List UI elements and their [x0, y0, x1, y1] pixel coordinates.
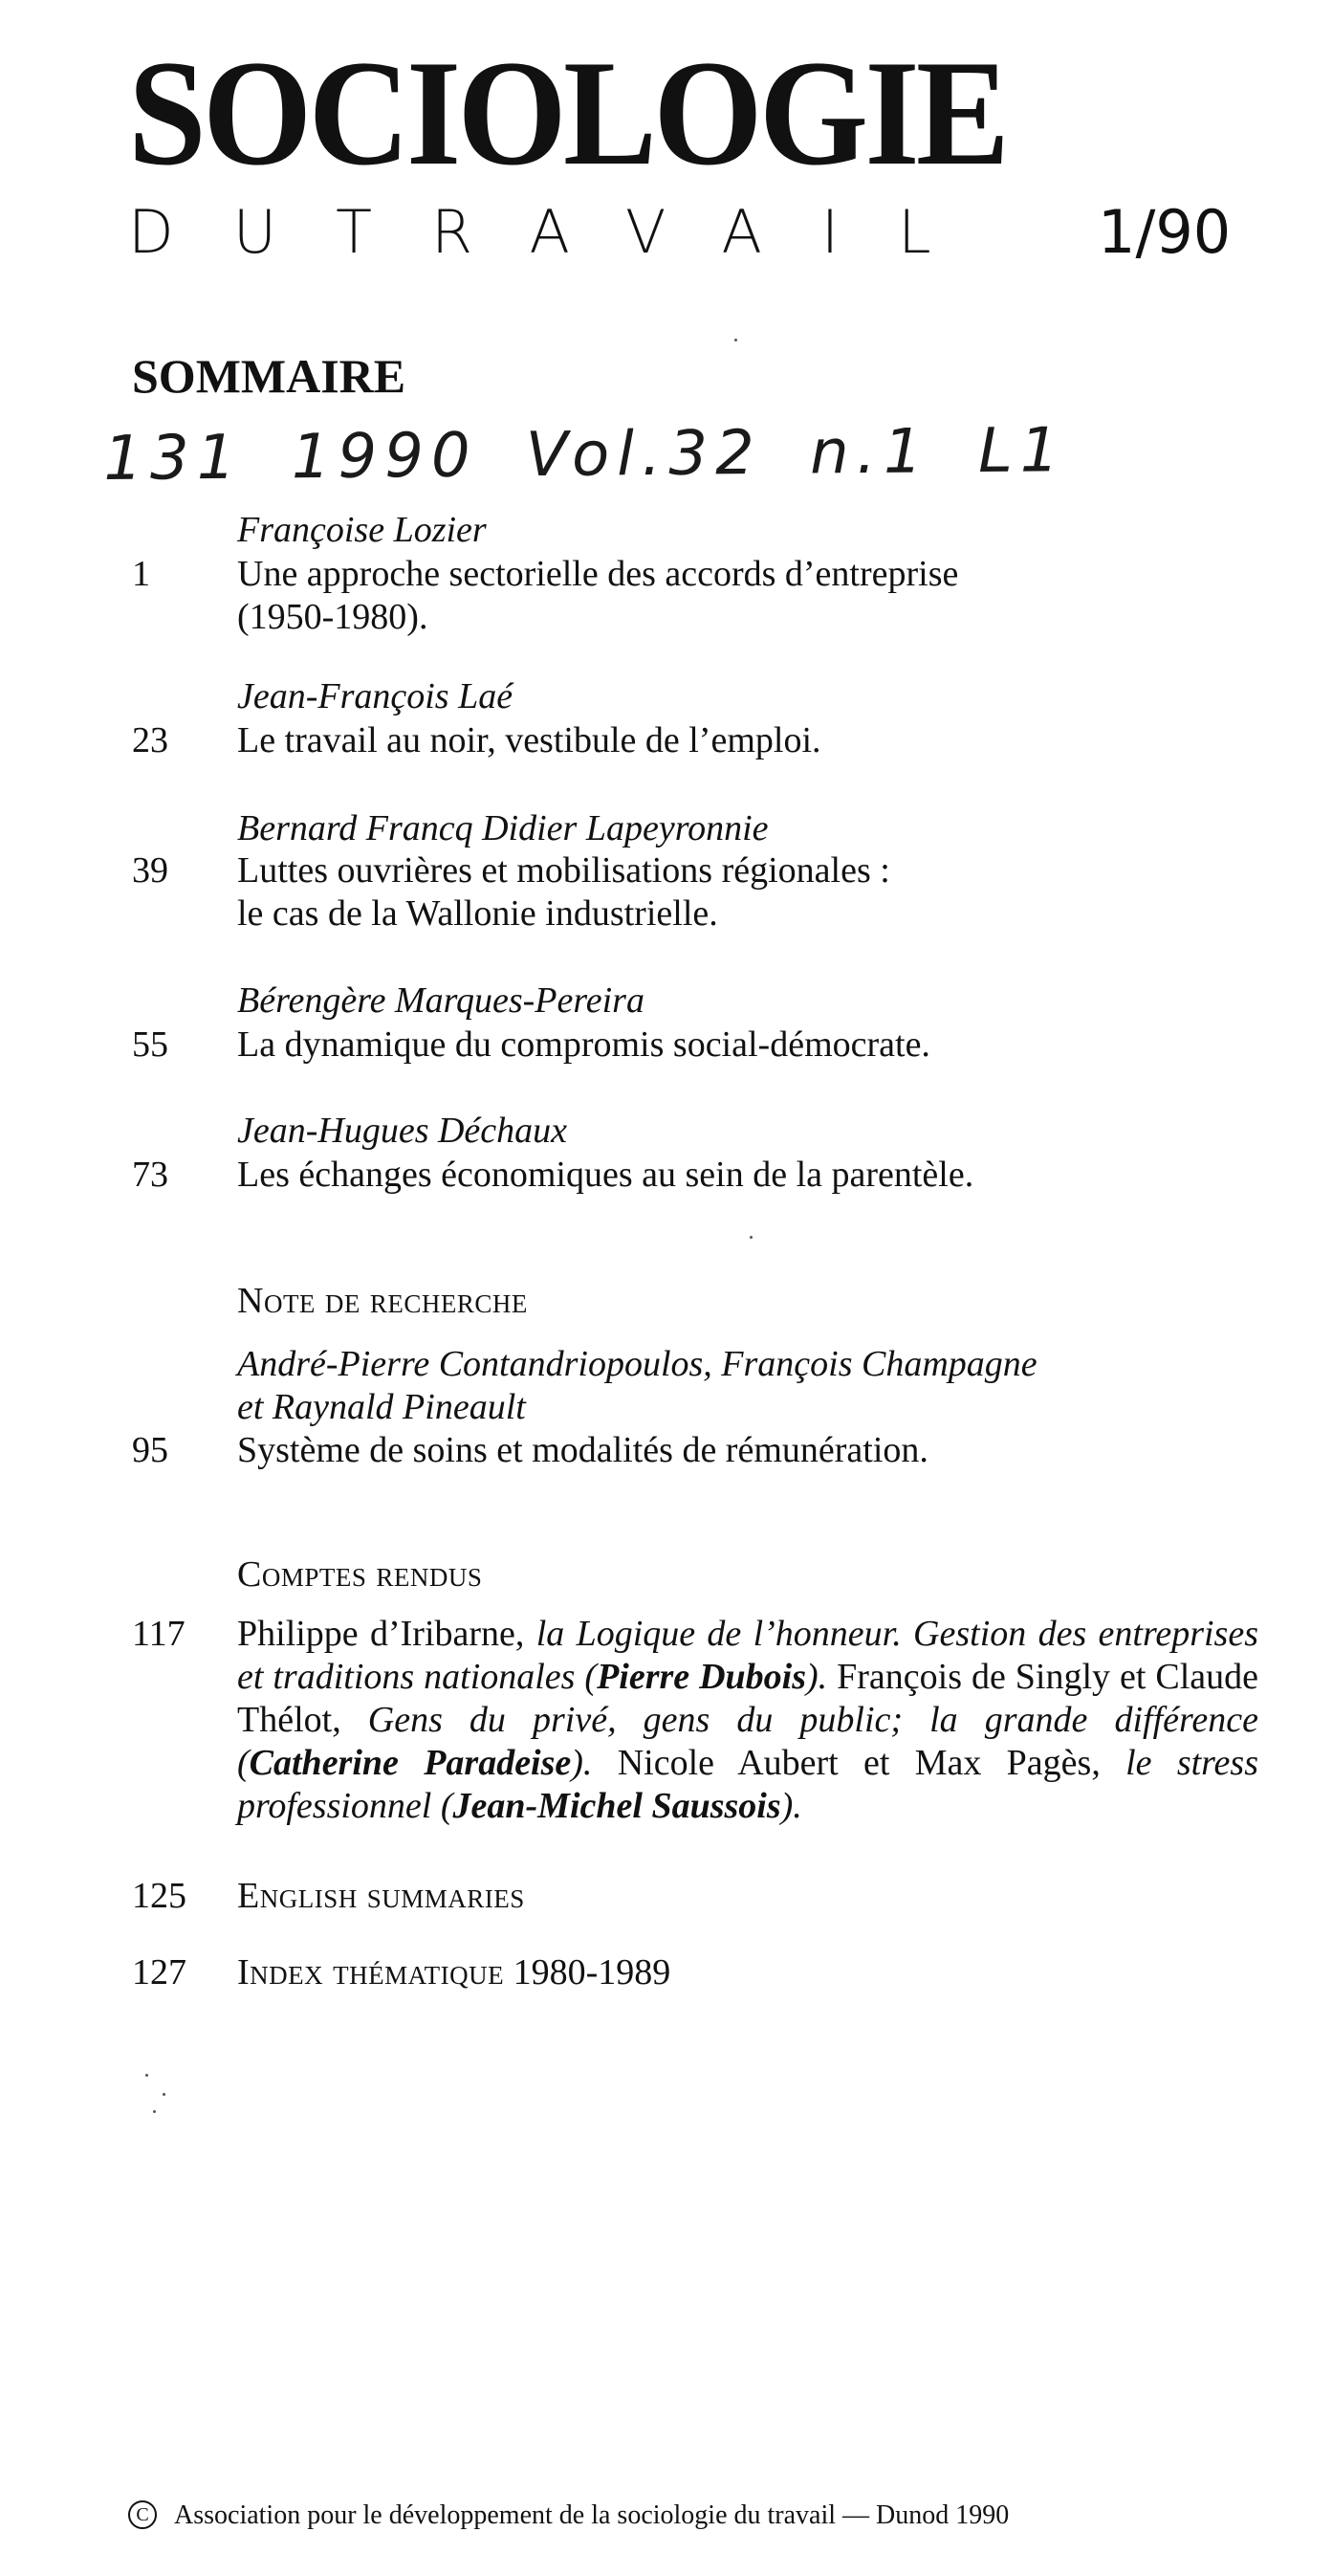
reviews-paragraph: [237, 1613, 1258, 1828]
scan-speck: [163, 2093, 165, 2096]
handwritten-annotation: 131 1990 Vol.32 n.1 L1: [102, 415, 1067, 495]
article-title: Système de soins et modalités de rémunération.: [237, 1430, 928, 1470]
article-page-number: 73: [132, 1155, 168, 1195]
english-summaries-page-number: 125: [132, 1876, 186, 1916]
english-summaries-label: English summaries: [237, 1876, 525, 1916]
index-years: 1980-1989: [513, 1952, 671, 1993]
copyright-icon: C: [128, 2500, 157, 2529]
article-page-number: 55: [132, 1024, 168, 1065]
review-segment: Nicole Aubert et Max Pagès,: [592, 1743, 1126, 1783]
scan-speck: [750, 1236, 753, 1239]
copyright-footer: [128, 2502, 1009, 2532]
review-segment: ).: [571, 1743, 593, 1783]
article-title: Les échanges économiques au sein de la parentèle.: [237, 1155, 974, 1195]
review-segment: la Logique de l’honneur. Gestion des entreprises et traditions nationales (: [237, 1614, 1258, 1697]
review-segment: Catherine Paradeise: [249, 1743, 572, 1783]
article-author: Jean-François Laé: [237, 676, 513, 716]
index-label: Index thématique: [237, 1952, 505, 1993]
scan-speck: [734, 339, 737, 341]
index-page-number: 127: [132, 1952, 186, 1993]
journal-title: SOCIOLOGIE: [128, 30, 1007, 197]
article-title: Le travail au noir, vestibule de l’emploi.: [237, 720, 821, 760]
review-segment: Philippe d’Iribarne,: [237, 1614, 536, 1654]
scan-speck: [145, 2074, 148, 2077]
article-author: Jean-Hugues Déchaux: [237, 1111, 568, 1151]
article-title: le cas de la Wallonie industrielle.: [237, 893, 718, 934]
journal-subtitle: DUTRAVAIL: [128, 197, 991, 267]
article-author: Françoise Lozier: [237, 510, 487, 550]
review-segment: François de Singly et Claude Thélot,: [237, 1657, 1258, 1740]
article-author: André-Pierre Contandriopoulos, François Champagne: [237, 1344, 1037, 1384]
article-page-number: 1: [132, 554, 150, 594]
article-title: Luttes ouvrières et mobilisations régionales :: [237, 850, 890, 891]
article-author: Bernard Francq Didier Lapeyronnie: [237, 808, 769, 848]
scan-speck: [153, 2110, 156, 2113]
review-segment: Pierre Dubois: [597, 1657, 807, 1697]
sommaire-heading: SOMMAIRE: [132, 349, 406, 403]
copyright-text: Association pour le développement de la sociologie du travail — Dunod 1990: [174, 2500, 1010, 2530]
section-label-note-de-recherche: Note de recherche: [237, 1281, 528, 1321]
article-title: (1950-1980).: [237, 597, 428, 637]
review-segment: Jean-Michel Saussois: [452, 1786, 781, 1826]
article-author: et Raynald Pineault: [237, 1387, 526, 1427]
review-segment: Gens du privé, gens du public; la grande différence (: [237, 1700, 1258, 1783]
article-author: Bérengère Marques-Pereira: [237, 980, 644, 1021]
issue-number: 1/90: [1098, 197, 1232, 267]
article-page-number: 39: [132, 850, 168, 891]
reviews-page-number: 117: [132, 1614, 186, 1654]
article-title: Une approche sectorielle des accords d’entreprise: [237, 554, 959, 594]
index-entry: [237, 1951, 1256, 1994]
review-segment: ).: [780, 1786, 802, 1826]
article-page-number: 95: [132, 1430, 168, 1470]
article-title: La dynamique du compromis social-démocrate.: [237, 1024, 930, 1065]
review-segment: le stress professionnel (: [237, 1743, 1259, 1826]
section-label-comptes-rendus: Comptes rendus: [237, 1554, 483, 1595]
article-page-number: 23: [132, 720, 168, 760]
review-segment: ).: [806, 1657, 828, 1697]
